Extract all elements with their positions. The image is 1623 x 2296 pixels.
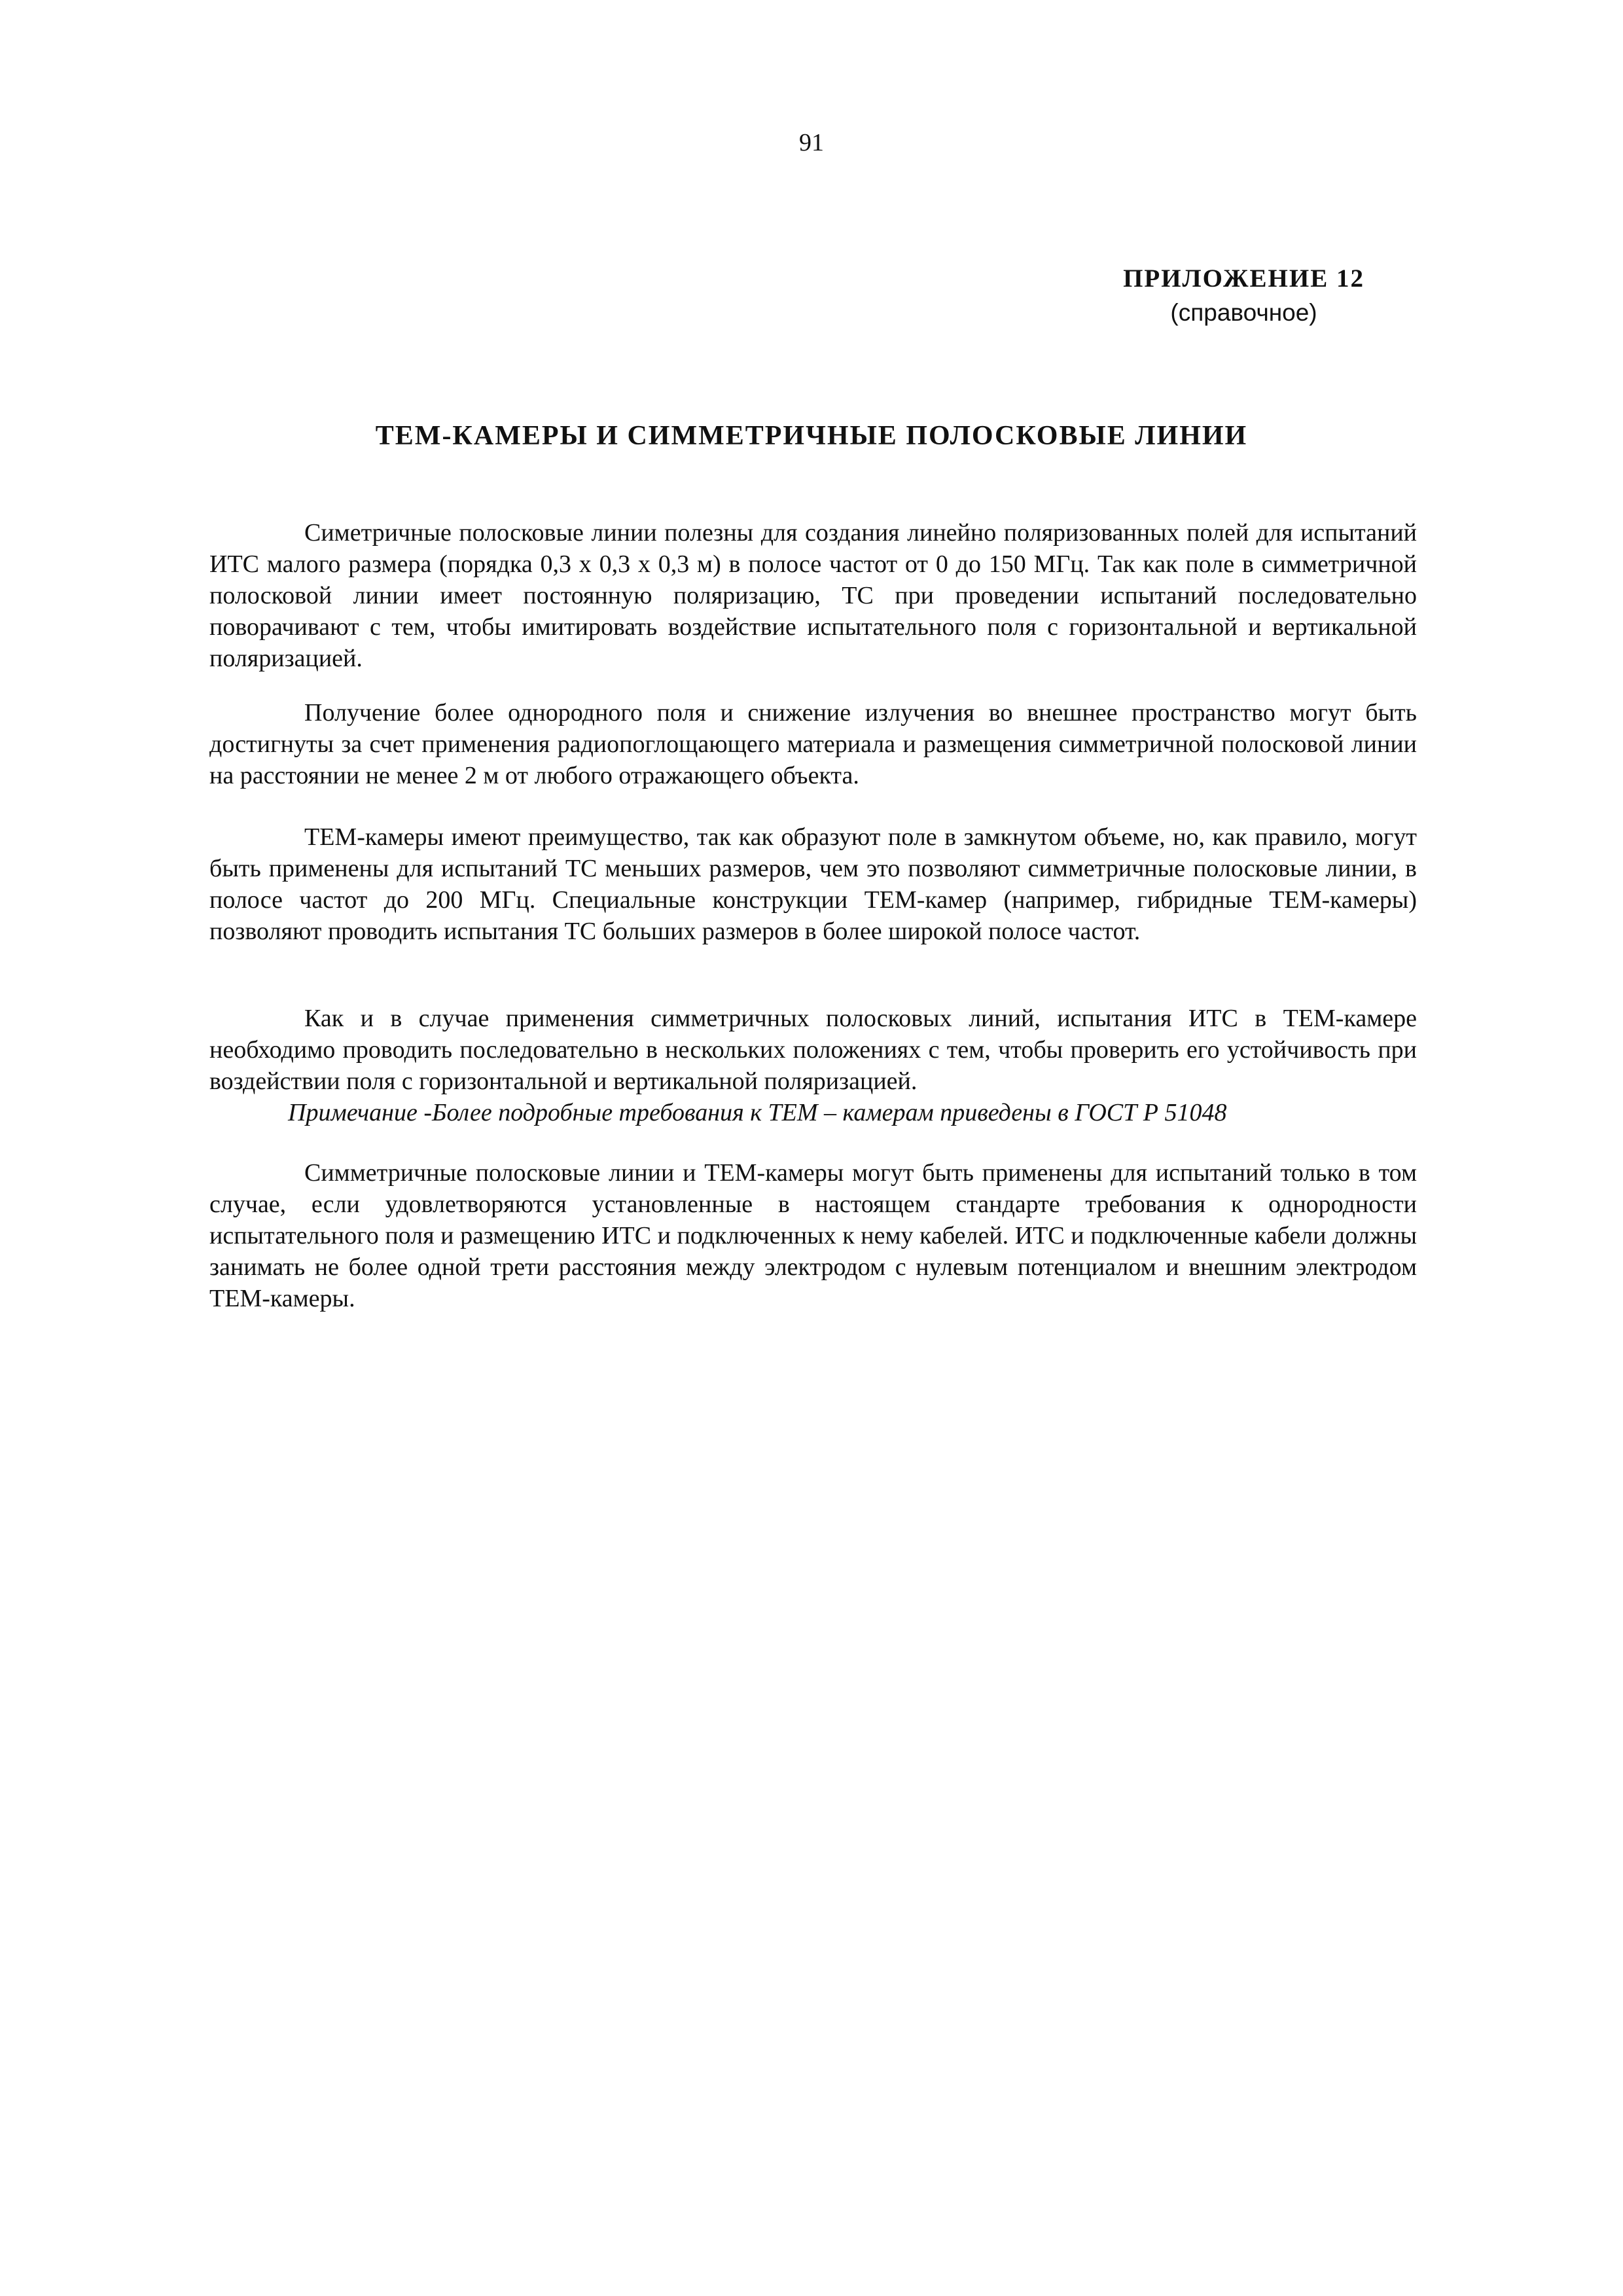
note: Примечание -Более подробные требования к ТЕМ – камерам приведены в ГОСТ Р 51048 <box>288 1099 1227 1126</box>
appendix-note: (справочное) <box>1170 299 1317 326</box>
paragraph: Симметричные полосковые линии и ТЕМ-камеры могут быть применены для испытаний только в том случае, если удовлетворяются установленные в настоящем стандарте требования к однородности испытательного поля и размещению ИТС и подключенных к нему кабелей. ИТС и подключенные кабели должны занимать не более одной трети расстояния между электродом с нулевым потенциалом и внешним электродом ТЕМ-камеры. <box>209 1159 1417 1312</box>
paragraph-block <box>209 821 1417 947</box>
paragraph-block <box>209 697 1417 791</box>
paragraph-block <box>209 517 1417 674</box>
paragraph: ТЕМ-камеры имеют преимущество, так как образуют поле в замкнутом объеме, но, как правило, могут быть применены для испытаний ТС меньших размеров, чем это позволяют симметричные полосковые линии, в полосе частот до 200 МГц. Специальные конструкции ТЕМ-камер (например, гибридные ТЕМ-камеры) позволяют проводить испытания ТС больших размеров в более широкой полосе частот. <box>209 823 1417 945</box>
paragraph: Симетричные полосковые линии полезны для создания линейно поляризованных полей для испытаний ИТС малого размера (порядка 0,3 х 0,3 х 0,3 м) в полосе частот от 0 до 150 МГц. Так как поле в симметричной полосковой линии имеет постоянную поляризацию, ТС при проведении испытаний последовательно поворачивают с тем, чтобы имитировать воздействие испытательного поля с горизонтальной и вертикальной поляризацией. <box>209 519 1417 672</box>
paragraph: Как и в случае применения симметричных полосковых линий, испытания ИТС в ТЕМ-камере необходимо проводить последовательно в нескольких положениях с тем, чтобы проверить его устойчивость при воздействии поля с горизонтальной и вертикальной поляризацией. <box>209 1005 1417 1095</box>
appendix-title: ПРИЛОЖЕНИЕ 12 <box>1123 264 1364 293</box>
paragraph: Получение более однородного поля и снижение излучения во внешнее пространство могут быть достигнуты за счет применения радиопоглощающего материала и размещения симметричной полосковой линии на расстоянии не менее 2 м от любого отражающего объекта. <box>209 699 1417 789</box>
paragraph-block <box>209 1003 1417 1128</box>
document-title: ТЕМ-КАМЕРЫ И СИММЕТРИЧНЫЕ ПОЛОСКОВЫЕ ЛИНИИ <box>375 421 1248 451</box>
appendix-header <box>1123 262 1364 330</box>
paragraph-block <box>209 1157 1417 1314</box>
page-number: 91 <box>799 129 824 156</box>
